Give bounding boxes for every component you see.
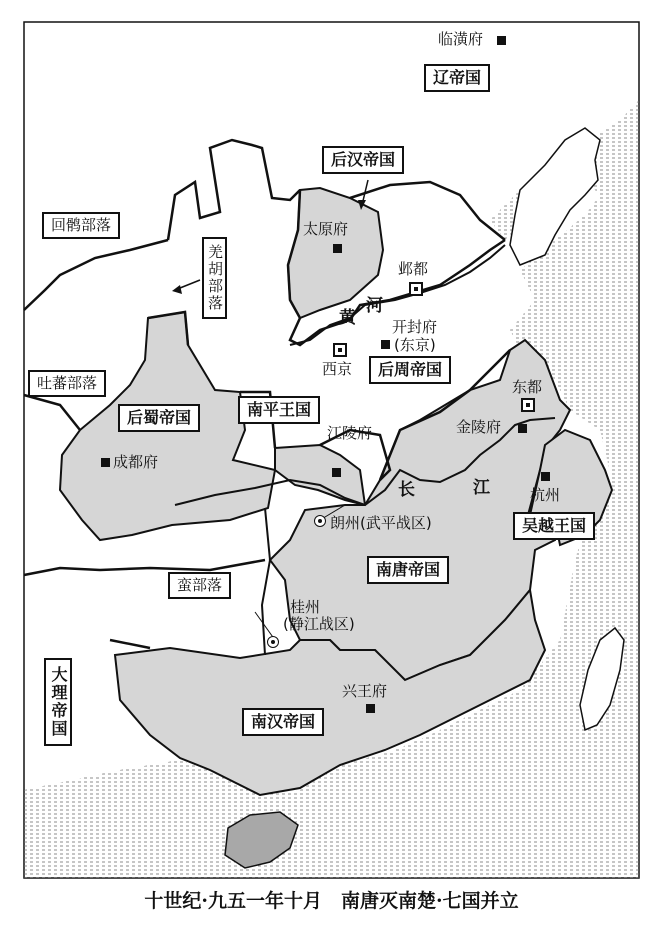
label-hangzhou: 杭州 [530, 486, 561, 504]
label-yellow-river-1: 黄 [339, 308, 356, 328]
label-jiangling: 江陵府 [327, 424, 373, 442]
label-man: 蛮部落 [168, 572, 231, 599]
map-caption: 十世纪·九五一年十月 南唐灭南楚·七国并立 [144, 890, 519, 912]
label-liao: 辽帝国 [424, 64, 490, 92]
label-langzhou: 朗州(武平战区) [330, 514, 432, 532]
label-xijing: 西京 [322, 360, 353, 378]
city-marker-jinling [518, 424, 527, 433]
label-later-zhou: 后周帝国 [369, 356, 451, 384]
label-dongdu: 东都 [512, 378, 543, 396]
city-marker-xijing [333, 343, 347, 357]
city-marker-jiangling [332, 468, 341, 477]
label-later-han: 后汉帝国 [322, 146, 404, 174]
city-marker-dongdu [521, 398, 535, 412]
label-huihe: 回鹘部落 [42, 212, 120, 239]
label-nanping: 南平王国 [238, 396, 320, 424]
label-tubo: 吐蕃部落 [28, 370, 106, 397]
city-marker-linhuang [497, 36, 506, 45]
label-yedu: 邺都 [398, 260, 429, 278]
city-marker-kaifeng [381, 340, 390, 349]
city-marker-yedu [409, 282, 423, 296]
label-linhuang: 临潢府 [438, 30, 484, 48]
label-yangtze-1: 长 [398, 480, 415, 500]
label-yangtze-2: 江 [473, 478, 490, 498]
label-jingjiang: (静江战区) [283, 615, 355, 633]
city-marker-chengdu [101, 458, 110, 467]
label-qianghu: 羌胡部落 [202, 237, 227, 319]
city-marker-langzhou [314, 515, 326, 527]
city-marker-guizhou [267, 636, 279, 648]
label-dongjing: (东京) [394, 336, 436, 354]
label-xingwang: 兴王府 [342, 682, 388, 700]
city-marker-taiyuan [333, 244, 342, 253]
label-southern-han: 南汉帝国 [242, 708, 324, 736]
label-guizhou: 桂州 [290, 598, 321, 616]
city-marker-hangzhou [541, 472, 550, 481]
label-chengdu: 成都府 [113, 453, 159, 471]
label-wuyue: 吴越王国 [513, 512, 595, 540]
label-dali: 大理帝国 [44, 658, 72, 746]
label-yellow-river-2: 河 [366, 296, 383, 316]
label-jinling: 金陵府 [456, 418, 502, 436]
label-taiyuan: 太原府 [303, 220, 349, 238]
label-later-shu: 后蜀帝国 [118, 404, 200, 432]
label-kaifeng: 开封府 [392, 318, 438, 336]
label-southern-tang: 南唐帝国 [367, 556, 449, 584]
city-marker-xingwang [366, 704, 375, 713]
